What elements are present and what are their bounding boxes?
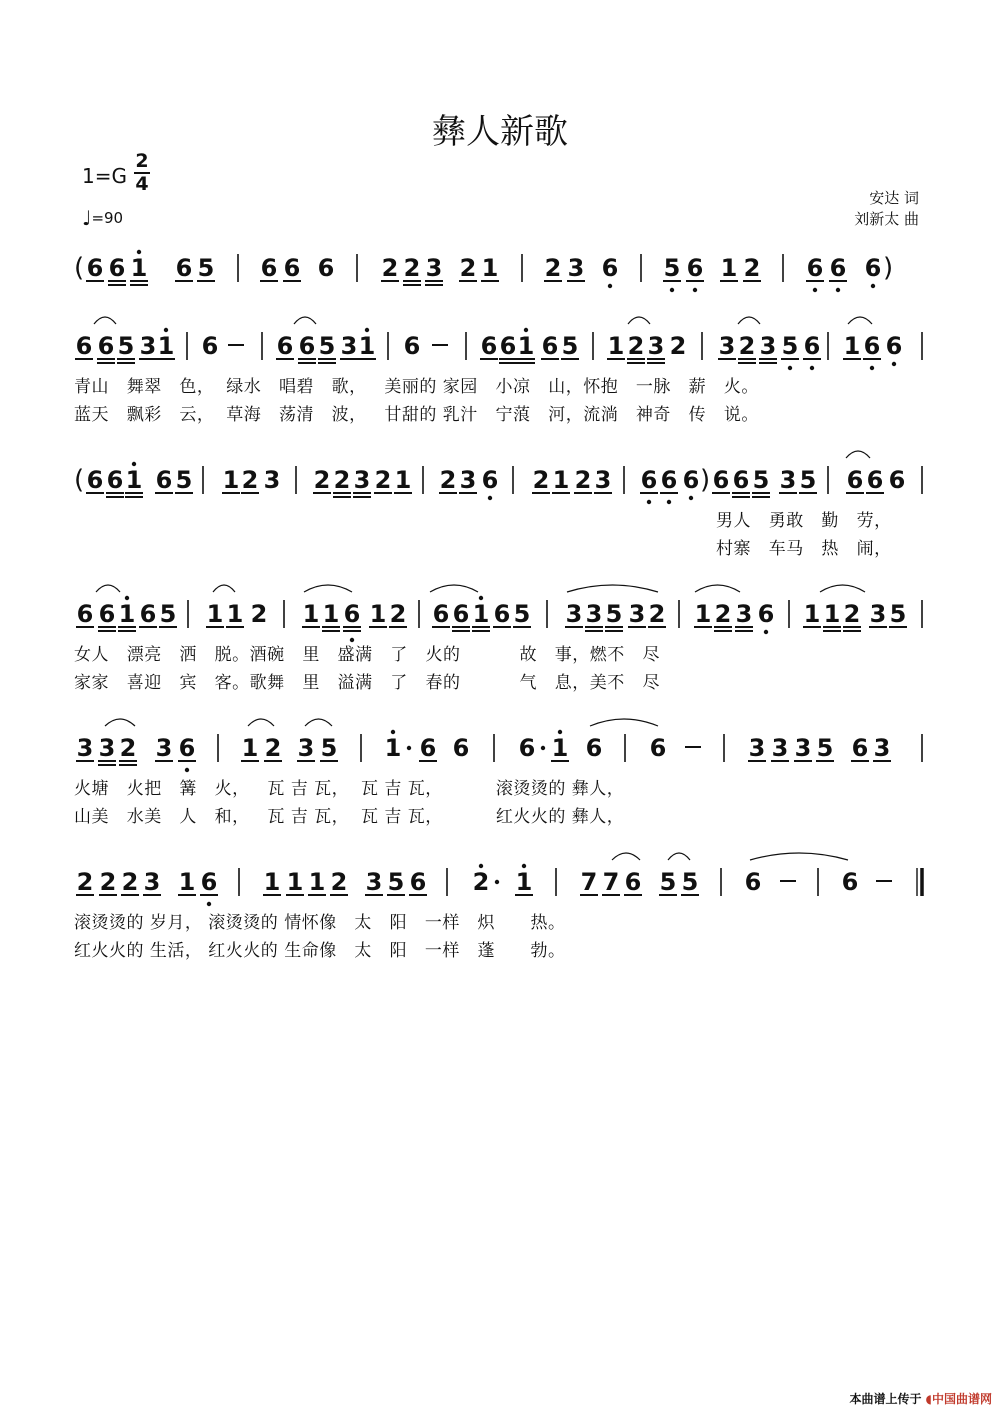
svg-text:2: 2 [330,868,348,896]
song-title: 彝人新歌 [432,112,568,152]
svg-text:6: 6 [86,466,104,494]
svg-text:3: 3 [794,734,812,762]
svg-text:1: 1 [178,868,196,896]
svg-text:2: 2 [121,868,139,896]
svg-text:1: 1 [515,868,533,896]
svg-text:6: 6 [851,734,869,762]
svg-text:3: 3 [873,734,891,762]
svg-text:5: 5 [159,600,177,628]
svg-text:2: 2 [648,600,666,628]
svg-text:3: 3 [771,734,789,762]
svg-text:5: 5 [513,600,531,628]
site-logo-text: 中国曲谱网 [931,1392,992,1406]
svg-text:1: 1 [130,254,148,282]
svg-text:1: 1 [517,332,535,360]
lyric-line-5b: 红火火的 生活， 红火火的 生命像 太 阳 一样 蓬 勃。 [74,941,566,961]
svg-text:2: 2 [843,600,861,628]
svg-text:6: 6 [649,734,667,762]
svg-text:3: 3 [748,734,766,762]
site-logo-icon: ◖ [925,1392,932,1406]
svg-text:6: 6 [178,734,196,762]
svg-text:2: 2 [76,868,94,896]
svg-text:(: ( [74,253,85,283]
tempo-value: =90 [91,209,124,227]
svg-text:6: 6 [660,466,678,494]
svg-text:2: 2 [250,600,268,628]
svg-text:1: 1 [125,466,143,494]
svg-text:1: 1 [302,600,320,628]
svg-text:6: 6 [686,254,704,282]
svg-text:2: 2 [669,332,687,360]
quarter-note-icon: ♩ [82,206,92,230]
svg-text:2: 2 [264,734,282,762]
lyric-line-4b: 山美 水美 人 和， 瓦 吉 瓦， 瓦 吉 瓦， 红火火的 彝人， [74,807,625,827]
svg-text:3: 3 [143,868,161,896]
svg-text:3: 3 [869,600,887,628]
svg-text:1: 1 [118,600,136,628]
svg-text:6: 6 [682,466,700,494]
svg-text:6: 6 [866,466,884,494]
svg-text:3: 3 [353,466,371,494]
svg-text:5: 5 [197,254,215,282]
svg-text:6: 6 [403,332,421,360]
svg-text:5: 5 [318,332,336,360]
svg-text:6: 6 [640,466,658,494]
svg-text:2: 2 [714,600,732,628]
composer-credit: 刘新太 曲 [854,210,919,228]
svg-text:1: 1 [358,332,376,360]
svg-text:5: 5 [816,734,834,762]
svg-text:6: 6 [541,332,559,360]
svg-text:6: 6 [97,332,115,360]
svg-text:1: 1 [263,868,281,896]
svg-text:3: 3 [297,734,315,762]
svg-text:6: 6 [841,868,859,896]
svg-text:1: 1 [823,600,841,628]
svg-text:): ) [883,253,894,283]
svg-text:6: 6 [76,600,94,628]
svg-text:3: 3 [628,600,646,628]
svg-text:6: 6 [481,466,499,494]
svg-text:1: 1 [694,600,712,628]
svg-text:6: 6 [846,466,864,494]
svg-text:3: 3 [779,466,797,494]
svg-text:6: 6 [624,868,642,896]
svg-text:1: 1 [226,600,244,628]
svg-text:1: 1 [222,466,240,494]
svg-text:6: 6 [283,254,301,282]
svg-text:3: 3 [759,332,777,360]
svg-text:2: 2 [119,734,137,762]
lyric-line-4a: 火塘 火把 篝 火， 瓦 吉 瓦， 瓦 吉 瓦， 滚烫烫的 彝人， [74,779,625,799]
svg-text:2: 2 [381,254,399,282]
svg-text:6: 6 [806,254,824,282]
svg-text:): ) [700,465,711,495]
svg-text:6: 6 [200,868,218,896]
svg-text:6: 6 [864,254,882,282]
footer-text: 本曲谱上传于 [849,1392,922,1406]
svg-text:6: 6 [260,254,278,282]
svg-text:5: 5 [659,868,677,896]
svg-text:2: 2 [439,466,457,494]
svg-text:3: 3 [155,734,173,762]
svg-text:6: 6 [155,466,173,494]
svg-text:2: 2 [459,254,477,282]
svg-text:1: 1 [241,734,259,762]
svg-text:2: 2 [241,466,259,494]
svg-text:3: 3 [459,466,477,494]
svg-text:2: 2 [743,254,761,282]
lyricist-credit: 安达 词 [869,189,919,207]
svg-text:1: 1 [552,466,570,494]
svg-text:2: 2 [374,466,392,494]
svg-text:6: 6 [829,254,847,282]
svg-text:6: 6 [480,332,498,360]
svg-text:(: ( [74,465,85,495]
lyric-line-5a: 滚烫烫的 岁月， 滚烫烫的 情怀像 太 阳 一样 炽 热。 [74,913,566,933]
svg-text:3: 3 [340,332,358,360]
svg-text:6: 6 [888,466,906,494]
footer-credit [849,1390,992,1407]
svg-text:1: 1 [481,254,499,282]
svg-text:5: 5 [889,600,907,628]
svg-text:6: 6 [757,600,775,628]
svg-text:3: 3 [735,600,753,628]
svg-text:7: 7 [602,868,620,896]
svg-text:2: 2 [403,254,421,282]
svg-text:1: 1 [843,332,861,360]
svg-text:3: 3 [139,332,157,360]
svg-text:1: 1 [551,734,569,762]
svg-text:6: 6 [98,600,116,628]
svg-text:1: 1 [720,254,738,282]
svg-text:6: 6 [175,254,193,282]
svg-text:3: 3 [425,254,443,282]
svg-text:3: 3 [718,332,736,360]
svg-text:3: 3 [567,254,585,282]
svg-text:3: 3 [565,600,583,628]
svg-text:3: 3 [585,600,603,628]
svg-text:2: 2 [99,868,117,896]
svg-text:3: 3 [647,332,665,360]
svg-text:2: 2 [544,254,562,282]
svg-text:2: 2 [627,332,645,360]
svg-text:1: 1 [394,466,412,494]
svg-text:6: 6 [276,332,294,360]
svg-text:7: 7 [580,868,598,896]
svg-text:6: 6 [432,600,450,628]
svg-text:2: 2 [313,466,331,494]
svg-text:1: 1 [322,600,340,628]
svg-text:6: 6 [712,466,730,494]
svg-text:2: 2 [389,600,407,628]
lyric-line-1b: 蓝天 飘彩 云， 草海 荡清 波， 甘甜的 乳汁 宁蒗 河，流淌 神奇 传 说。 [74,405,759,425]
svg-text:6: 6 [452,734,470,762]
svg-text:2: 2 [574,466,592,494]
svg-text:5: 5 [387,868,405,896]
svg-text:6: 6 [518,734,536,762]
svg-text:6: 6 [409,868,427,896]
svg-text:1: 1 [206,600,224,628]
svg-text:6: 6 [585,734,603,762]
svg-text:6: 6 [106,466,124,494]
svg-text:6: 6 [298,332,316,360]
svg-text:6: 6 [86,254,104,282]
svg-text:3: 3 [365,868,383,896]
svg-text:5: 5 [752,466,770,494]
svg-text:6: 6 [201,332,219,360]
svg-text:6: 6 [744,868,762,896]
key-signature: 1=G [82,164,127,188]
svg-text:2: 2 [472,868,490,896]
svg-text:6: 6 [419,734,437,762]
svg-text:6: 6 [732,466,750,494]
svg-text:3: 3 [594,466,612,494]
lyric-line-3a: 女人 漂亮 洒 脱。酒碗 里 盛满 了 火的 故 事，燃不 尽 [74,645,660,665]
svg-text:3: 3 [76,734,94,762]
svg-text:5: 5 [799,466,817,494]
svg-text:5: 5 [605,600,623,628]
svg-text:6: 6 [601,254,619,282]
svg-text:3: 3 [98,734,116,762]
lyric-line-1a: 青山 舞翠 色， 绿水 唱碧 歌， 美丽的 家园 小凉 山，怀抱 一脉 薪 火。 [74,377,759,397]
svg-text:6: 6 [343,600,361,628]
svg-text:2: 2 [738,332,756,360]
svg-text:6: 6 [885,332,903,360]
lyric-line-2a: 男人 勇敢 勤 劳， [716,511,892,531]
svg-text:6: 6 [493,600,511,628]
svg-text:1: 1 [607,332,625,360]
lyric-line-3b: 家家 喜迎 宾 客。歌舞 里 溢满 了 春的 气 息，美不 尽 [74,673,660,693]
svg-text:1: 1 [803,600,821,628]
svg-text:1: 1 [384,734,402,762]
svg-text:6: 6 [499,332,517,360]
time-signature-bottom: 4 [135,173,149,195]
svg-text:5: 5 [561,332,579,360]
svg-text:2: 2 [532,466,550,494]
svg-text:6: 6 [75,332,93,360]
svg-text:1: 1 [472,600,490,628]
svg-text:6: 6 [863,332,881,360]
svg-text:6: 6 [139,600,157,628]
svg-text:5: 5 [117,332,135,360]
svg-text:5: 5 [175,466,193,494]
svg-text:2: 2 [333,466,351,494]
svg-text:1: 1 [369,600,387,628]
svg-text:6: 6 [317,254,335,282]
svg-text:1: 1 [308,868,326,896]
svg-text:5: 5 [663,254,681,282]
time-signature-top: 2 [135,150,149,172]
svg-text:1: 1 [157,332,175,360]
svg-text:1: 1 [286,868,304,896]
svg-text:5: 5 [781,332,799,360]
svg-text:3: 3 [263,466,281,494]
svg-text:6: 6 [452,600,470,628]
svg-text:5: 5 [320,734,338,762]
svg-text:6: 6 [803,332,821,360]
svg-text:5: 5 [681,868,699,896]
svg-text:6: 6 [108,254,126,282]
lyric-line-2b: 村寨 车马 热 闹， [716,539,892,559]
